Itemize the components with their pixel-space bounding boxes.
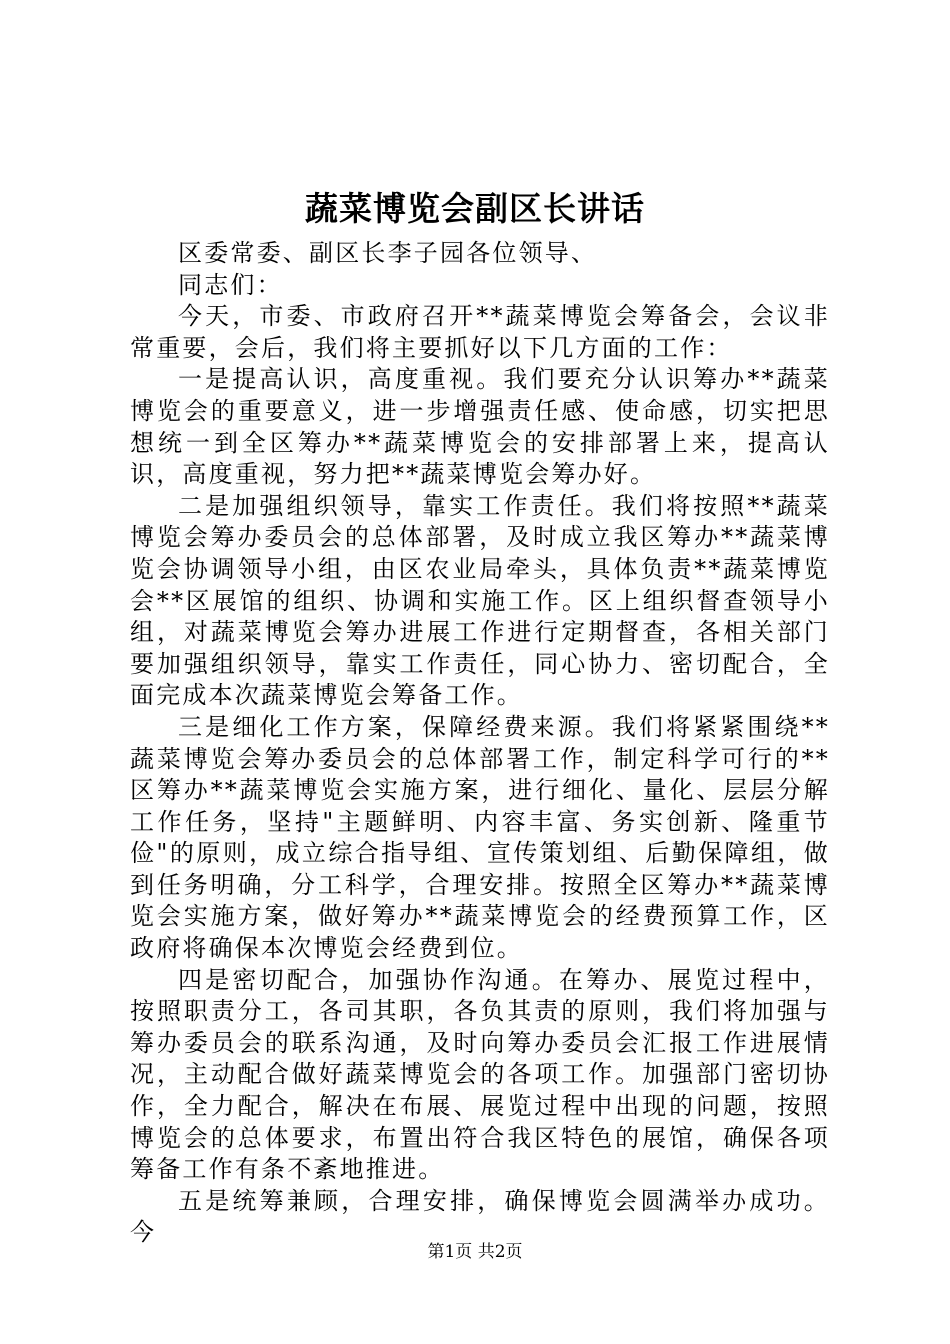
paragraph-point-2: 二是加强组织领导，靠实工作责任。我们将按照**蔬菜博览会筹办委员会的总体部署，及时成立我区筹办**蔬菜博览会协调领导小组，由区农业局牵头，具体负责**蔬菜博览会**区展馆的组织、协调和实施工作。区上组织督查领导小组，对蔬菜博览会筹办进展工作进行定期督查，各相关部门要加强组织领导，靠实工作责任，同心协力、密切配合，全面完成本次蔬菜博览会筹备工作。 [130, 491, 830, 710]
page-number-footer: 第1页 共2页 [427, 1242, 523, 1262]
paragraph-point-3: 三是细化工作方案，保障经费来源。我们将紧紧围绕**蔬菜博览会筹办委员会的总体部署工作，制定科学可行的**区筹办**蔬菜博览会实施方案，进行细化、量化、层层分解工作任务，坚持"主题鲜明、内容丰富、务实创新、隆重节俭"的原则，成立综合指导组、宣传策划组、后勤保障组，做到任务明确，分工科学，合理安排。按照全区筹办**蔬菜博览会实施方案，做好筹办**蔬菜博览会的经费预算工作，区政府将确保本次博览会经费到位。 [130, 712, 830, 963]
salutation-line-1: 区委常委、副区长李子园各位领导、 [178, 239, 598, 267]
paragraph-intro: 今天，市委、市政府召开**蔬菜博览会筹备会，会议非常重要，会后，我们将主要抓好以下几方面的工作： [130, 302, 830, 362]
paragraph-point-4: 四是密切配合，加强协作沟通。在筹办、展览过程中，按照职责分工，各司其职，各负其责的原则，我们将加强与筹办委员会的联系沟通，及时向筹办委员会汇报工作进展情况，主动配合做好蔬菜博览会的各项工作。加强部门密切协作，全力配合，解决在布展、展览过程中出现的问题，按照博览会的总体要求，布置出符合我区特色的展馆，确保各项筹备工作有条不紊地推进。 [130, 965, 830, 1184]
document-body [130, 238, 830, 1249]
salutation-line-2: 同志们： [178, 270, 283, 299]
paragraph-point-1: 一是提高认识，高度重视。我们要充分认识筹办**蔬菜博览会的重要意义，进一步增强责任感、使命感，切实把思想统一到全区筹办**蔬菜博览会的安排部署上来，提高认识，高度重视，努力把**蔬菜博览会筹办好。 [130, 365, 830, 489]
document-title: 蔬菜博览会副区长讲话 [305, 189, 645, 228]
paragraph-point-5: 五是统筹兼顾，合理安排，确保博览会圆满举办成功。今 [130, 1186, 830, 1247]
